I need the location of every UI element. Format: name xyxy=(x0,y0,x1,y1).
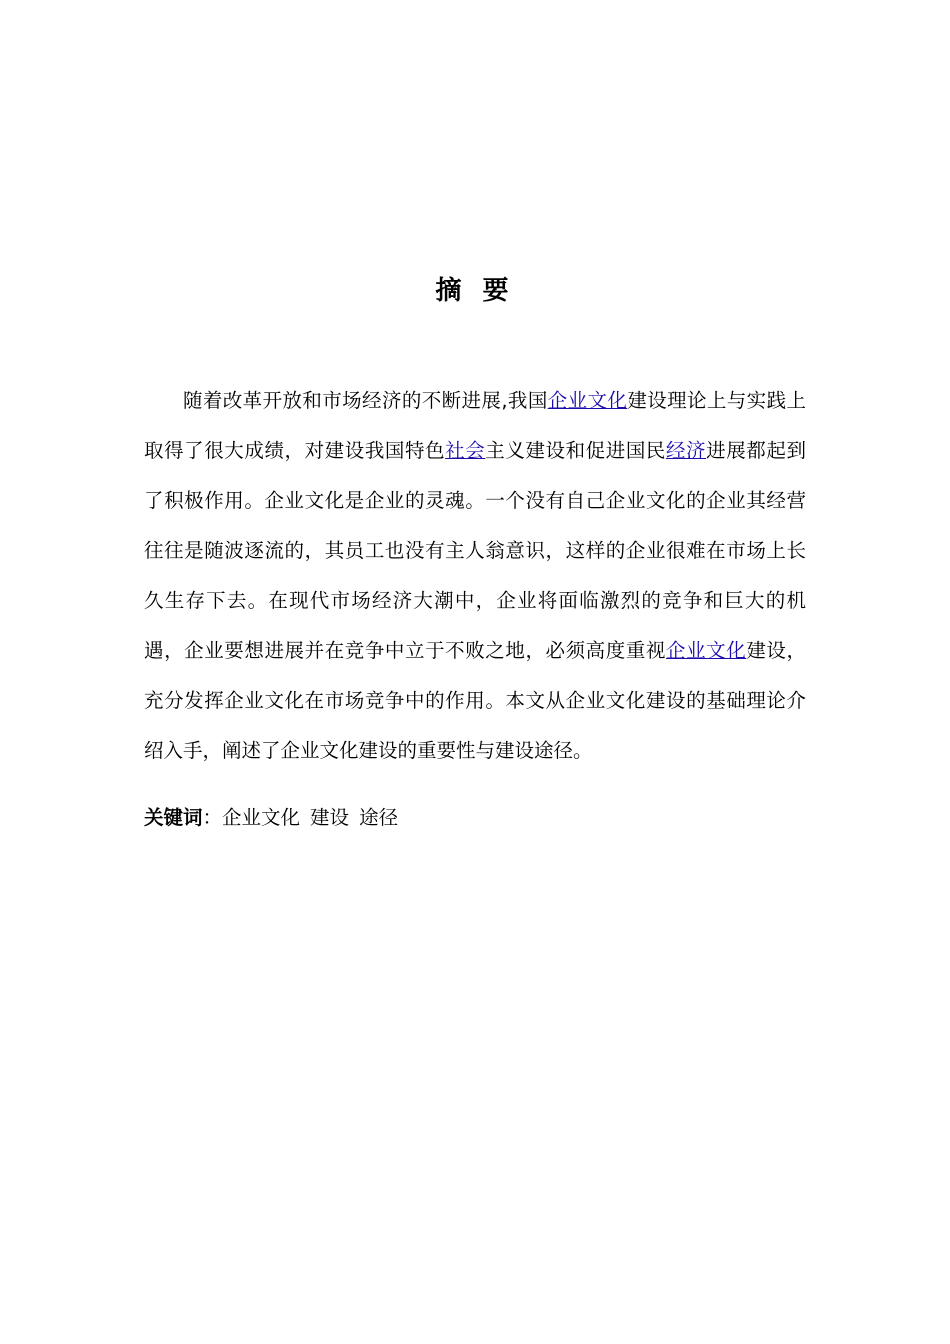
page-title: 摘 要 xyxy=(435,276,515,307)
keyword-item: 途径 xyxy=(359,806,399,829)
keyword-item: 企业文化 xyxy=(222,806,301,829)
abstract-text: 随着改革开放和市场经济的不断进展,我国 xyxy=(183,389,548,412)
link-enterprise-culture[interactable]: 企业文化 xyxy=(547,389,628,412)
abstract-text: 建设理论上与实践上取得了很大成绩，对建设我国特色 xyxy=(144,389,806,462)
abstract-paragraph xyxy=(144,376,806,776)
abstract-text: 建设，充分发挥企业文化在市场竞争中的作用。本文从企业文化建设的基础理论介绍入手，阐述了企业文化建设的重要性与建设途径。 xyxy=(144,639,806,762)
keywords-label: 关键词 xyxy=(144,806,203,829)
keyword-item: 建设 xyxy=(310,806,350,829)
link-enterprise-culture-2[interactable]: 企业文化 xyxy=(666,639,747,662)
link-society[interactable]: 社会 xyxy=(445,439,486,462)
keywords-line xyxy=(144,796,806,840)
link-economy[interactable]: 经济 xyxy=(665,439,707,462)
abstract-text: 主义建设和促进国民 xyxy=(485,439,666,462)
keywords-separator: ： xyxy=(202,806,223,829)
abstract-text: 进展都起到了积极作用。企业文化是企业的灵魂。一个没有自己企业文化的企业其经营往往是随波逐流的，其员工也没有主人翁意识，这样的企业很难在市场上长久生存下去。在现代市场经济大潮中，企业将面临激烈的竞争和巨大的机遇，企业要想进展并在竞争中立于不败之地，必须高度重视 xyxy=(144,439,806,662)
